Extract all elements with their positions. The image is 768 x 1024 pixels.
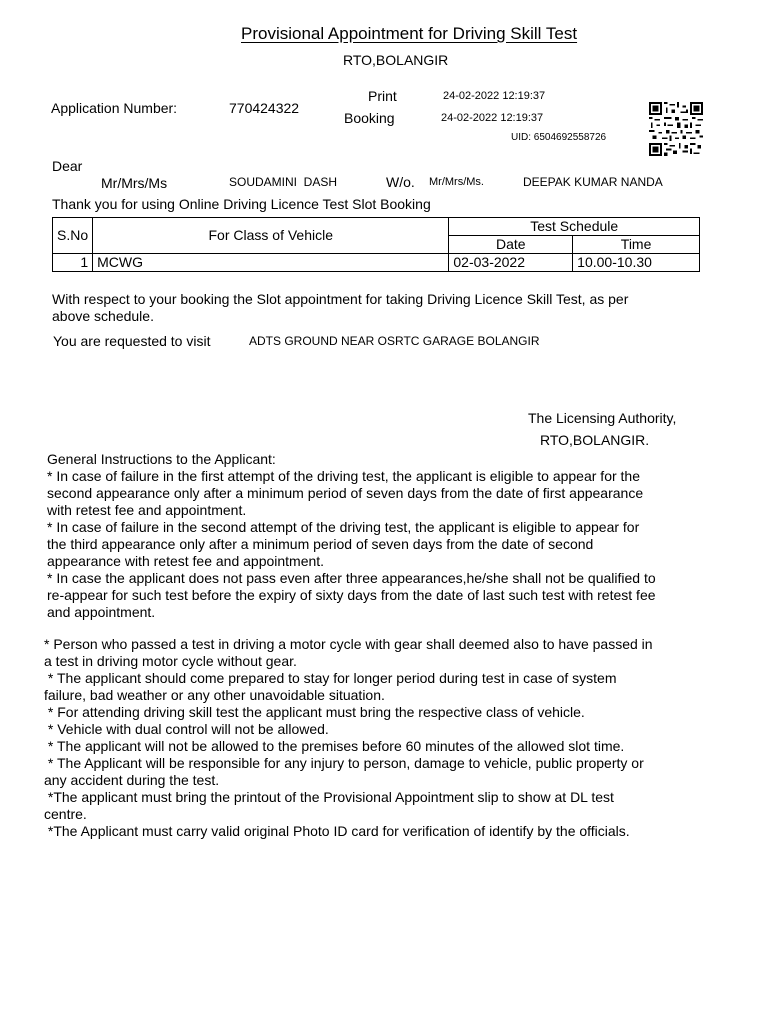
relation-name: DEEPAK KUMAR NANDA	[523, 175, 663, 189]
respect-line: With respect to your booking the Slot appointment for taking Driving Licence Skill Test, as per	[52, 291, 629, 307]
instruction-line: re-appear for such test before the expiry of sixty days from the date of last such test with retest fee	[47, 587, 656, 603]
instruction-line: and appointment.	[47, 604, 156, 620]
instruction-line: the third appearance only after a minimum period of seven days from the date of second	[47, 536, 594, 552]
relation-label: W/o.	[386, 174, 415, 190]
instruction-line: a test in driving motor cycle without gear.	[44, 653, 297, 669]
instruction-line: second appearance only after a minimum period of seven days from the date of first appearance	[47, 485, 644, 501]
print-label: Print	[368, 88, 397, 104]
col-header-sno: S.No	[53, 218, 93, 254]
office-name: RTO,BOLANGIR	[343, 52, 449, 68]
instruction-line: * In case of failure in the second attempt of the driving test, the applicant is eligible to appear for	[47, 519, 640, 535]
print-datetime: 24-02-2022 12:19:37	[443, 90, 546, 102]
col-header-schedule: Test Schedule	[449, 218, 700, 236]
uid-text: UID: 6504692558726	[511, 132, 607, 143]
respect-line: above schedule.	[52, 308, 154, 324]
instruction-line: * Person who passed a test in driving a motor cycle with gear shall deemed also to have passed in	[44, 636, 653, 652]
schedule-table	[52, 217, 700, 272]
col-header-class: For Class of Vehicle	[93, 218, 449, 254]
booking-respect-text	[52, 291, 628, 325]
instruction-line: *The Applicant must carry valid original Photo ID card for verification of identify by the officials.	[44, 823, 630, 839]
col-header-time: Time	[573, 236, 700, 254]
instruction-line: * The Applicant will be responsible for any injury to person, damage to vehicle, public property or	[44, 755, 644, 771]
relation-salutation: Mr/Mrs/Ms.	[429, 176, 484, 188]
instruction-line: * In case of failure in the first attempt of the driving test, the applicant is eligible to appear for the	[47, 468, 640, 484]
thanks-text: Thank you for using Online Driving Licence Test Slot Booking	[52, 196, 431, 212]
booking-label: Booking	[344, 110, 395, 126]
instruction-line: *The applicant must bring the printout of the Provisional Appointment slip to show at DL test	[44, 789, 614, 805]
instruction-line: * The applicant should come prepared to stay for longer period during test in case of system	[44, 670, 617, 686]
instruction-line: with retest fee and appointment.	[47, 502, 247, 518]
row-date: 02-03-2022	[449, 254, 573, 272]
row-time: 10.00-10.30	[573, 254, 700, 272]
col-header-date: Date	[449, 236, 573, 254]
instructions-heading: General Instructions to the Applicant:	[47, 451, 276, 467]
visit-label: You are requested to visit	[53, 333, 211, 349]
booking-datetime: 24-02-2022 12:19:37	[441, 112, 544, 124]
greeting-dear: Dear	[52, 158, 83, 174]
instruction-line: * For attending driving skill test the applicant must bring the respective class of vehicle.	[44, 704, 585, 720]
instruction-line: * The applicant will not be allowed to the premises before 60 minutes of the allowed slot time.	[44, 738, 625, 754]
applicant-name: SOUDAMINI DASH	[229, 175, 338, 189]
page-title: Provisional Appointment for Driving Skill Test	[241, 24, 578, 43]
applicant-salutation: Mr/Mrs/Ms	[101, 175, 168, 191]
instruction-line: appearance with retest fee and appointment.	[47, 553, 325, 569]
instruction-line: failure, bad weather or any other unavoidable situation.	[44, 687, 385, 703]
row-sno: 1	[53, 254, 93, 272]
instructions-block-2	[44, 636, 653, 840]
instructions-block-1	[47, 468, 656, 621]
visit-place: ADTS GROUND NEAR OSRTC GARAGE BOLANGIR	[249, 334, 540, 348]
table-row	[53, 254, 700, 272]
table-header-row	[53, 218, 700, 236]
instruction-line: * In case the applicant does not pass even after three appearances,he/she shall not be qualified to	[47, 570, 656, 586]
authority-line2: RTO,BOLANGIR.	[540, 432, 650, 448]
application-number-value: 770424322	[229, 100, 300, 116]
authority-line1: The Licensing Authority,	[528, 410, 677, 426]
instruction-line: * Vehicle with dual control will not be allowed.	[44, 721, 329, 737]
qr-code-icon	[649, 102, 703, 156]
instruction-line: centre.	[44, 806, 87, 822]
instruction-line: any accident during the test.	[44, 772, 220, 788]
row-class: MCWG	[93, 254, 449, 272]
application-number-label: Application Number:	[51, 100, 178, 116]
